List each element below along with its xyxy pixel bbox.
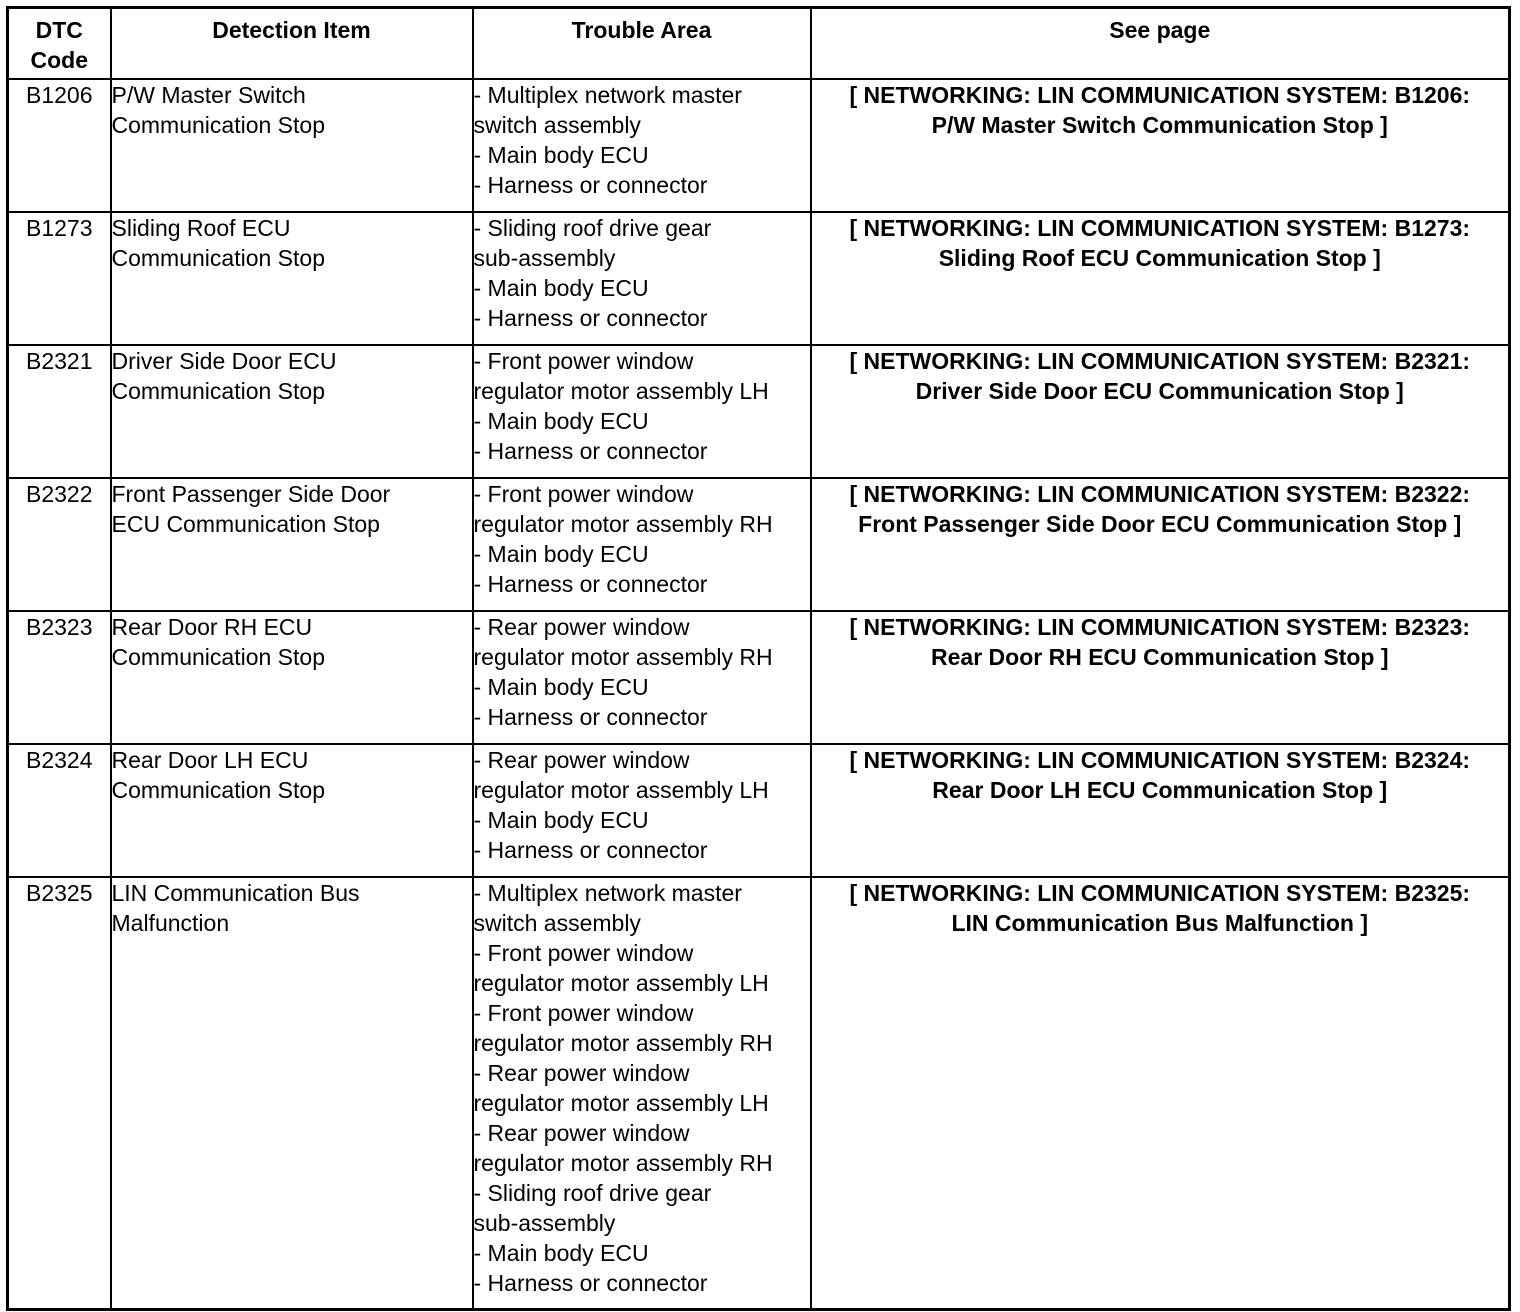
see-page-line: [ NETWORKING: LIN COMMUNICATION SYSTEM: B2322:: [849, 480, 1471, 507]
detection-item-line: Communication Stop: [111, 643, 325, 670]
detection-item-line: Driver Side Door ECU: [111, 347, 337, 374]
detection-item-cell: [111, 744, 473, 877]
detection-item-line: P/W Master Switch: [111, 81, 306, 108]
trouble-area-cell: [473, 877, 811, 1310]
see-page-link[interactable]: [811, 345, 1510, 478]
dtc-code-cell: B2322: [8, 478, 111, 611]
see-page-line: Front Passenger Side Door ECU Communication Stop ]: [858, 510, 1462, 537]
detection-item-line: Communication Stop: [111, 776, 325, 803]
see-page-link[interactable]: [811, 877, 1510, 1310]
table-row: [8, 877, 1510, 1310]
trouble-area-line: regulator motor assembly RH: [473, 510, 773, 537]
dtc-code-cell: B2325: [8, 877, 111, 1310]
trouble-area-line: sub-assembly: [473, 244, 616, 271]
trouble-area-line: - Main body ECU: [473, 1239, 649, 1266]
detection-item-line: Rear Door RH ECU: [111, 613, 313, 640]
see-page-line: LIN Communication Bus Malfunction ]: [951, 909, 1369, 936]
dtc-code-cell: B1206: [8, 79, 111, 212]
trouble-area-line: - Harness or connector: [473, 437, 708, 464]
trouble-area-line: regulator motor assembly LH: [473, 776, 769, 803]
detection-item-line: Communication Stop: [111, 111, 325, 138]
trouble-area-line: regulator motor assembly LH: [473, 377, 769, 404]
trouble-area-line: regulator motor assembly RH: [473, 1029, 773, 1056]
trouble-area-line: - Rear power window: [473, 746, 690, 773]
see-page-line: Rear Door RH ECU Communication Stop ]: [931, 643, 1389, 670]
table-row: [8, 345, 1510, 478]
detection-item-line: Front Passenger Side Door: [111, 480, 391, 507]
trouble-area-line: - Sliding roof drive gear: [473, 214, 712, 241]
detection-item-cell: [111, 478, 473, 611]
see-page-line: Rear Door LH ECU Communication Stop ]: [932, 776, 1388, 803]
trouble-area-line: - Rear power window: [473, 1059, 690, 1086]
header-detection-item: Detection Item: [111, 8, 473, 79]
header-trouble-area: Trouble Area: [473, 8, 811, 79]
table-header-row: [8, 8, 1510, 79]
trouble-area-line: regulator motor assembly RH: [473, 643, 773, 670]
trouble-area-line: switch assembly: [473, 909, 641, 936]
detection-item-line: LIN Communication Bus: [111, 879, 360, 906]
see-page-link[interactable]: [811, 744, 1510, 877]
detection-item-cell: [111, 611, 473, 744]
detection-item-line: Malfunction: [111, 909, 230, 936]
trouble-area-cell: [473, 611, 811, 744]
detection-item-cell: [111, 877, 473, 1310]
trouble-area-line: - Multiplex network master: [473, 879, 742, 906]
detection-item-line: Rear Door LH ECU: [111, 746, 309, 773]
detection-item-line: Communication Stop: [111, 244, 325, 271]
trouble-area-line: sub-assembly: [473, 1209, 616, 1236]
trouble-area-line: - Harness or connector: [473, 570, 708, 597]
see-page-line: [ NETWORKING: LIN COMMUNICATION SYSTEM: B2321:: [849, 347, 1471, 374]
see-page-line: [ NETWORKING: LIN COMMUNICATION SYSTEM: B2325:: [849, 879, 1471, 906]
see-page-link[interactable]: [811, 611, 1510, 744]
header-dtc-code-line1: DTC: [35, 17, 83, 43]
detection-item-cell: [111, 212, 473, 345]
see-page-line: [ NETWORKING: LIN COMMUNICATION SYSTEM: B2324:: [849, 746, 1471, 773]
trouble-area-line: - Main body ECU: [473, 673, 649, 700]
trouble-area-line: switch assembly: [473, 111, 641, 138]
dtc-code-cell: B2324: [8, 744, 111, 877]
trouble-area-line: - Multiplex network master: [473, 81, 742, 108]
see-page-link[interactable]: [811, 212, 1510, 345]
trouble-area-line: - Main body ECU: [473, 806, 649, 833]
table-row: [8, 478, 1510, 611]
trouble-area-line: regulator motor assembly RH: [473, 1149, 773, 1176]
see-page-link[interactable]: [811, 478, 1510, 611]
see-page-line: [ NETWORKING: LIN COMMUNICATION SYSTEM: B1273:: [849, 214, 1471, 241]
trouble-area-line: - Harness or connector: [473, 836, 708, 863]
trouble-area-line: - Sliding roof drive gear: [473, 1179, 712, 1206]
trouble-area-line: - Rear power window: [473, 1119, 690, 1146]
trouble-area-line: - Rear power window: [473, 613, 690, 640]
table-row: [8, 611, 1510, 744]
trouble-area-line: - Main body ECU: [473, 540, 649, 567]
trouble-area-cell: [473, 345, 811, 478]
trouble-area-line: regulator motor assembly LH: [473, 969, 769, 996]
trouble-area-line: - Main body ECU: [473, 407, 649, 434]
trouble-area-line: - Main body ECU: [473, 274, 649, 301]
detection-item-line: Communication Stop: [111, 377, 325, 404]
trouble-area-cell: [473, 744, 811, 877]
trouble-area-cell: [473, 478, 811, 611]
header-see-page: See page: [811, 8, 1510, 79]
detection-item-cell: [111, 79, 473, 212]
trouble-area-line: - Harness or connector: [473, 703, 708, 730]
see-page-line: Sliding Roof ECU Communication Stop ]: [938, 244, 1381, 271]
see-page-line: [ NETWORKING: LIN COMMUNICATION SYSTEM: B1206:: [849, 81, 1471, 108]
trouble-area-line: - Harness or connector: [473, 171, 708, 198]
detection-item-cell: [111, 345, 473, 478]
dtc-table: [6, 6, 1511, 1311]
see-page-link[interactable]: [811, 79, 1510, 212]
table-row: [8, 79, 1510, 212]
see-page-line: P/W Master Switch Communication Stop ]: [931, 111, 1388, 138]
dtc-code-cell: B2321: [8, 345, 111, 478]
header-dtc-code: [8, 8, 111, 79]
trouble-area-line: regulator motor assembly LH: [473, 1089, 769, 1116]
trouble-area-line: - Main body ECU: [473, 141, 649, 168]
trouble-area-line: - Harness or connector: [473, 1269, 708, 1296]
see-page-line: [ NETWORKING: LIN COMMUNICATION SYSTEM: B2323:: [849, 613, 1471, 640]
see-page-line: Driver Side Door ECU Communication Stop ]: [915, 377, 1404, 404]
detection-item-line: Sliding Roof ECU: [111, 214, 291, 241]
header-dtc-code-line2: Code: [30, 47, 88, 73]
trouble-area-line: - Front power window: [473, 480, 694, 507]
dtc-code-cell: B2323: [8, 611, 111, 744]
table-row: [8, 212, 1510, 345]
trouble-area-line: - Front power window: [473, 939, 694, 966]
trouble-area-cell: [473, 79, 811, 212]
trouble-area-cell: [473, 212, 811, 345]
trouble-area-line: - Front power window: [473, 347, 694, 374]
dtc-code-cell: B1273: [8, 212, 111, 345]
trouble-area-line: - Harness or connector: [473, 304, 708, 331]
table-row: [8, 744, 1510, 877]
detection-item-line: ECU Communication Stop: [111, 510, 380, 537]
trouble-area-line: - Front power window: [473, 999, 694, 1026]
